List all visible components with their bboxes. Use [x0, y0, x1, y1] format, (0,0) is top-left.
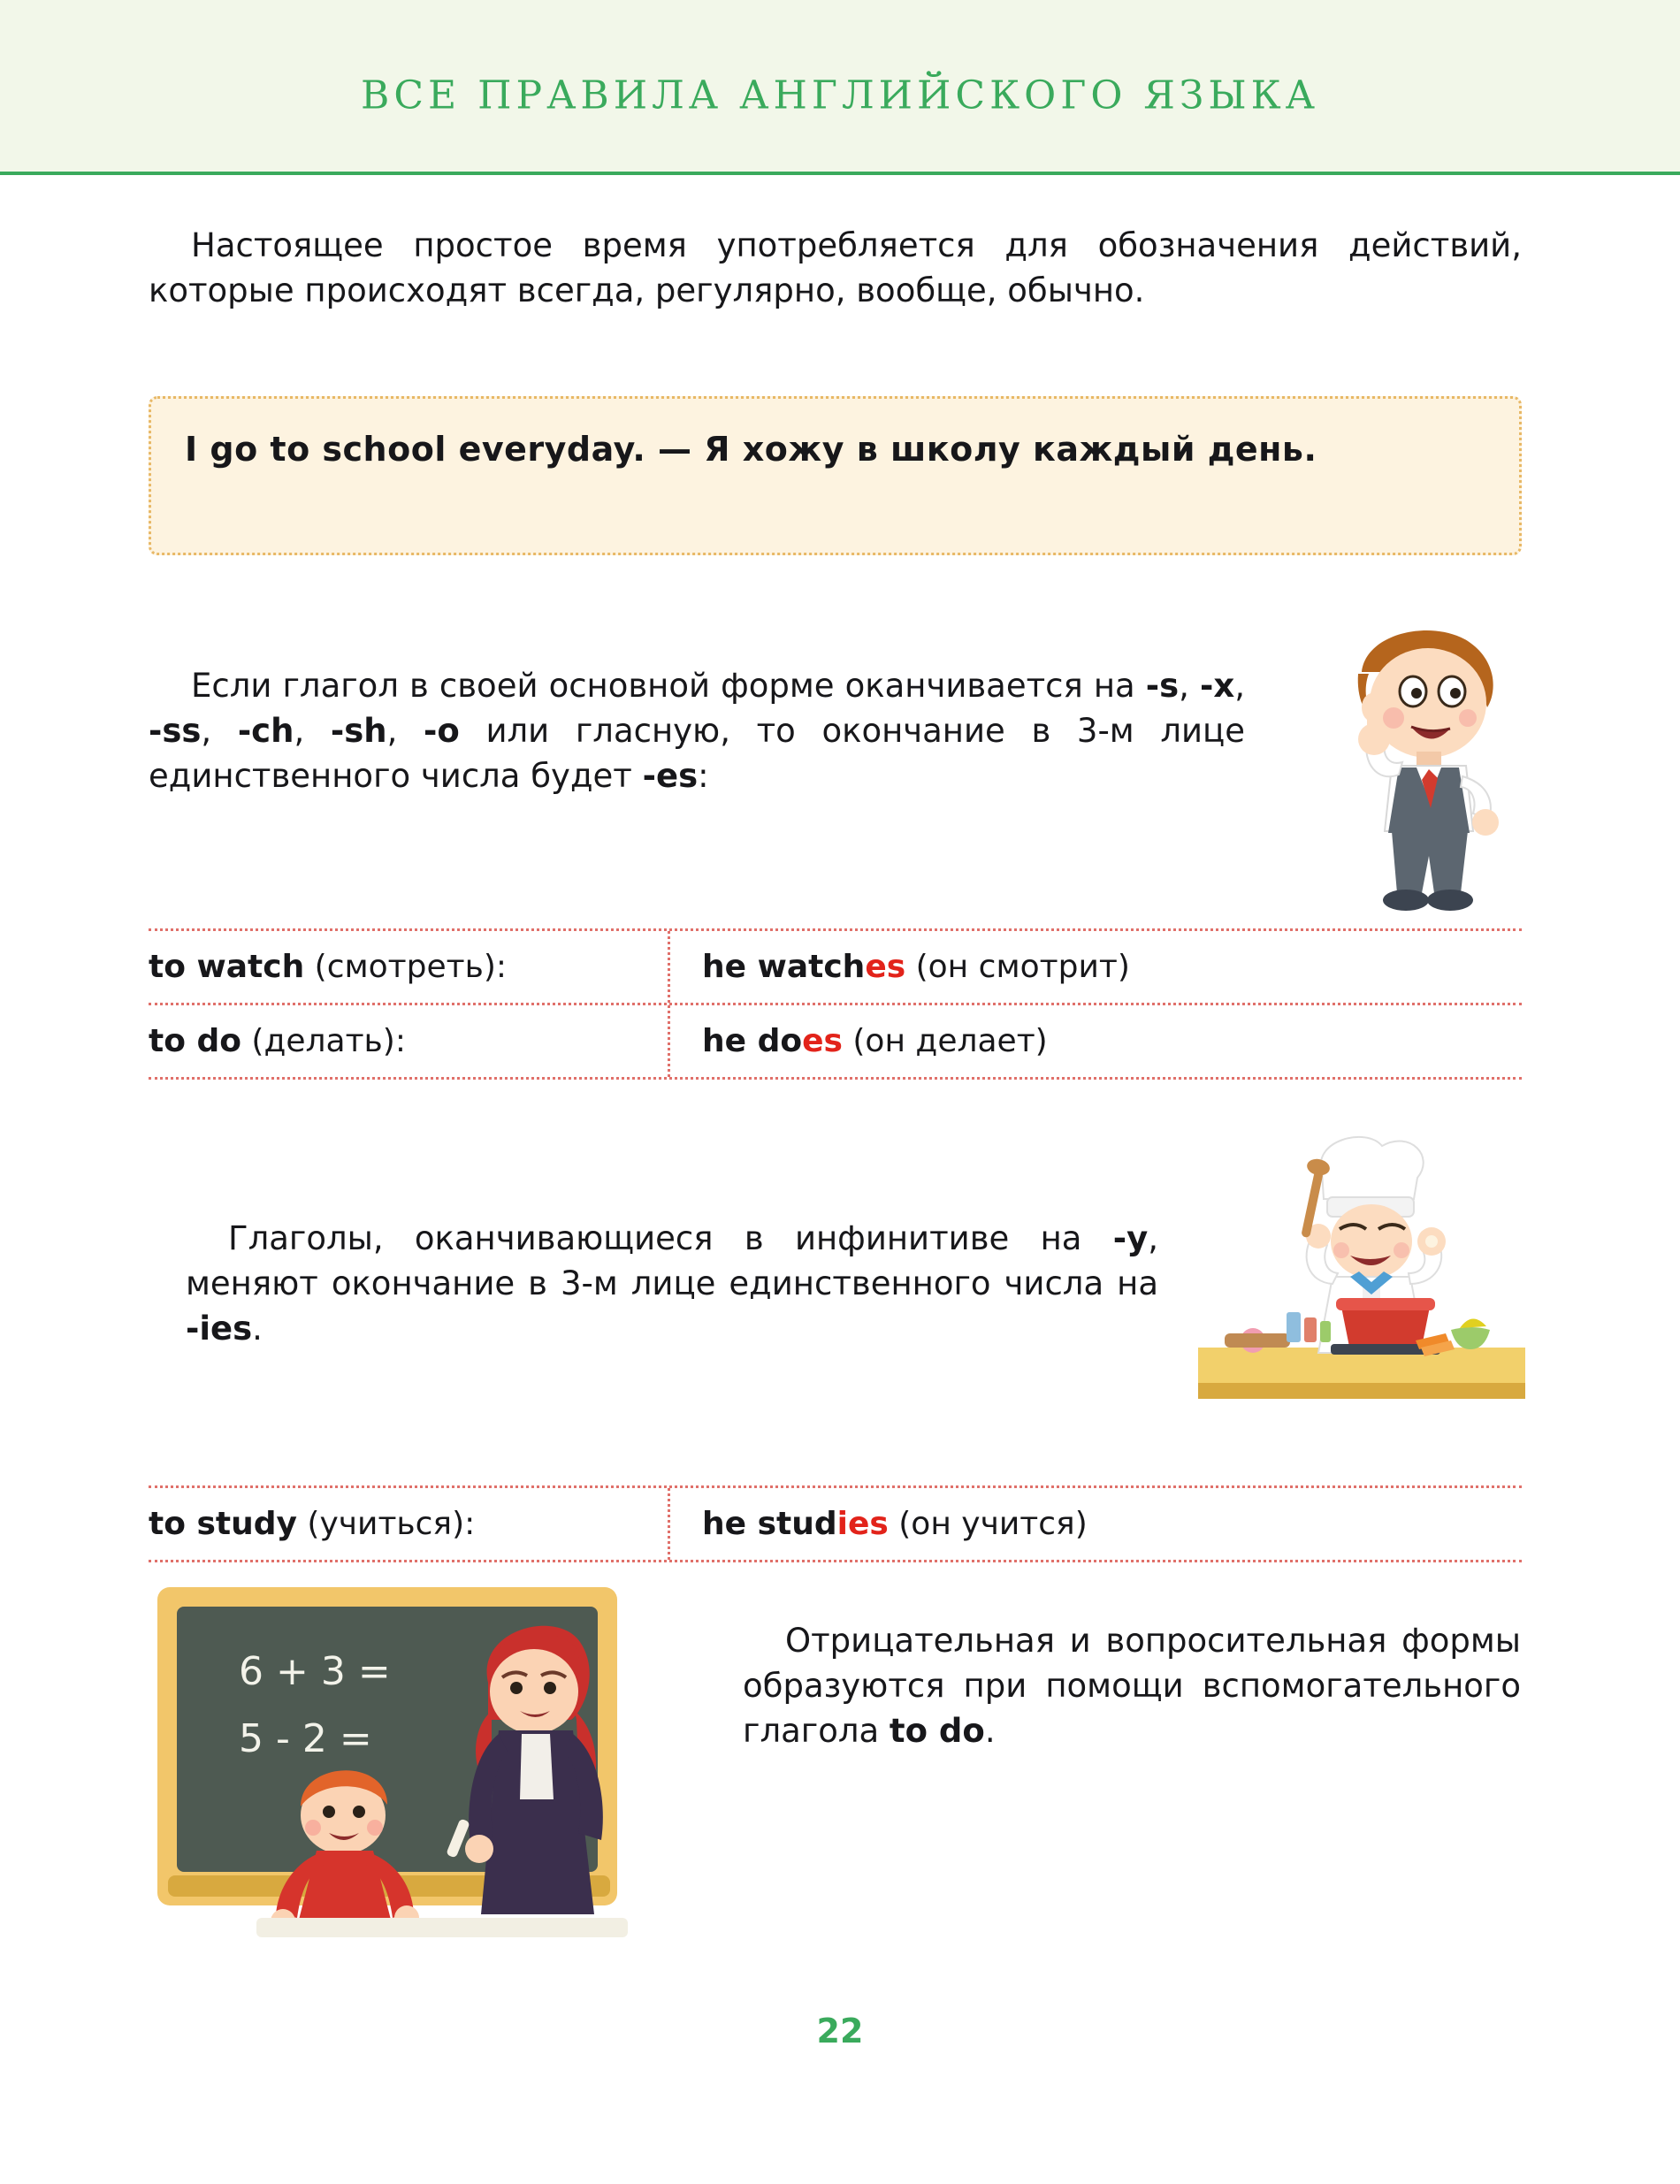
table-cell-infinitive	[149, 931, 670, 1003]
table-cell-form	[670, 931, 1522, 1003]
ending-s: -s	[1145, 667, 1180, 705]
page-title: ВСЕ ПРАВИЛА АНГЛИЙСКОГО ЯЗЫКА	[360, 73, 1320, 118]
rule-ies-text-1: Глаголы, оканчивающиеся в инфинитиве на	[228, 1219, 1113, 1257]
table-es	[149, 928, 1522, 1080]
rule-es-text-1: Если глагол в своей основной форме оканчивается на	[191, 667, 1146, 705]
rule-es-text-3: :	[698, 757, 709, 796]
ending-sh: -sh	[330, 712, 387, 751]
cook-illustration	[1198, 1125, 1525, 1443]
infinitive-gloss: (смотреть):	[304, 949, 507, 985]
intro-paragraph: Настоящее простое время употребляется для обозначения действий, которые происходят всегда, регулярно, вообще, обычно.	[149, 226, 1522, 310]
ending-y: -y	[1112, 1219, 1149, 1257]
example-text	[185, 425, 1485, 474]
table-cell-form	[670, 1488, 1522, 1560]
form-ending: es	[865, 949, 906, 985]
form-ending: ies	[836, 1506, 889, 1542]
table-row	[149, 1488, 1522, 1560]
boy-illustration	[1300, 610, 1556, 920]
infinitive-verb: to do	[149, 1023, 241, 1059]
form-prefix: he stud	[702, 1506, 837, 1542]
rule-ies-text-3: .	[252, 1310, 263, 1348]
example-box	[149, 396, 1522, 555]
classroom-illustration	[141, 1578, 690, 1950]
table-row	[149, 931, 1522, 1005]
rule-ies-paragraph	[186, 1216, 1158, 1351]
blackboard-line-1: 6 + 3 =	[239, 1649, 391, 1694]
infinitive-gloss: (учиться):	[296, 1506, 476, 1542]
form-prefix: he do	[702, 1023, 803, 1059]
ending-o: -o	[424, 712, 460, 751]
rule-es-paragraph: Если глагол в своей основной форме оканчивается на -s, -x, -ss, -ch, -sh, -o или гласную, то окончание в 3-м лице единственного числа будет -es:	[149, 667, 1246, 796]
rule-ies-text-2: , меняют окончание в 3-м лице единственного числа на	[186, 1219, 1158, 1303]
example-english: I go to school everyday.	[185, 430, 646, 469]
infinitive-verb: to watch	[149, 949, 305, 985]
form-gloss: (он делает)	[842, 1023, 1048, 1059]
ending-x: -x	[1200, 667, 1235, 705]
infinitive-gloss: (делать):	[241, 1023, 406, 1059]
form-ending: es	[802, 1023, 843, 1059]
suffix-ies: -ies	[186, 1310, 253, 1348]
table-cell-form	[670, 1005, 1522, 1077]
suffix-es: -es	[642, 757, 699, 796]
table-cell-infinitive	[149, 1488, 670, 1560]
form-gloss: (он смотрит)	[905, 949, 1130, 985]
negation-text-1: Отрицательная и вопросительная формы образуются при помощи вспомогательного глагола	[743, 1622, 1521, 1751]
rule-es-text-2: или гласную, то окончание в 3-м лице единственного числа будет	[149, 712, 1246, 796]
form-gloss: (он учится)	[888, 1506, 1088, 1542]
example-dash: —	[645, 430, 705, 469]
table-ies	[149, 1485, 1522, 1562]
example-russian: Я хожу в школу каждый день.	[704, 430, 1317, 469]
page-header	[0, 0, 1680, 175]
infinitive-verb: to study	[149, 1506, 297, 1542]
form-prefix: he watch	[702, 949, 866, 985]
auxiliary-verb-to-do: to do	[889, 1712, 985, 1751]
table-row	[149, 1005, 1522, 1077]
blackboard-line-2: 5 - 2 =	[239, 1716, 372, 1761]
ending-ss: -ss	[149, 712, 202, 751]
negation-paragraph	[743, 1618, 1521, 1753]
ending-ch: -ch	[237, 712, 294, 751]
negation-text-2: .	[984, 1712, 996, 1751]
table-cell-infinitive	[149, 1005, 670, 1077]
page-number: 22	[816, 2012, 864, 2050]
